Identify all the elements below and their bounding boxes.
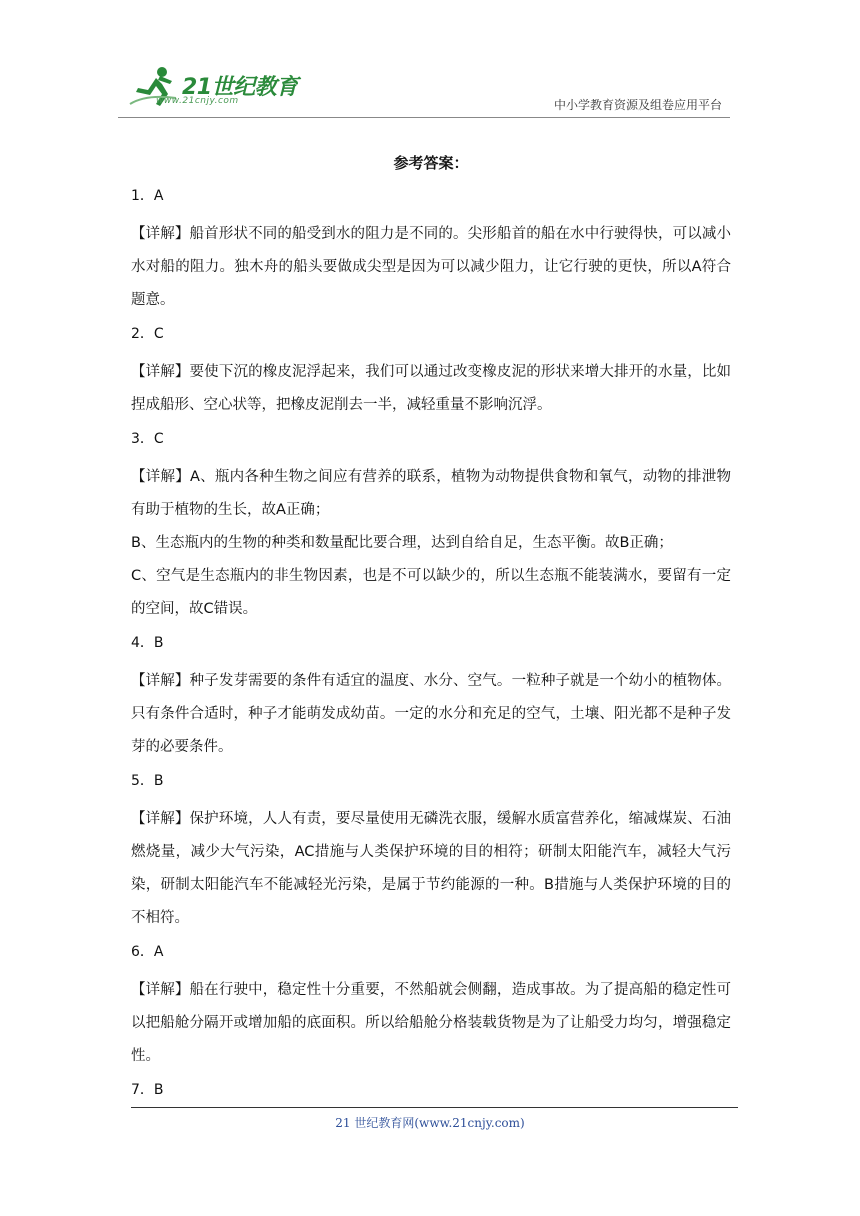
answer-item (131, 770, 731, 941)
header-divider (118, 117, 730, 118)
answer-explanation: 【详解】A、瓶内各种生物之间应有营养的联系，植物为动物提供食物和氧气，动物的排泄物有助于植物的生长，故A正确； (131, 469, 731, 518)
page-title: 参考答案： (393, 154, 469, 172)
answer-number: 1．A (131, 188, 164, 204)
answer-content (131, 152, 731, 1112)
page-header (118, 62, 730, 118)
logo-text: 21世纪教育 (182, 75, 298, 100)
answer-explanation: B、生态瓶内的生物的种类和数量配比要合理，达到自给自足，生态平衡。故B正确； (131, 535, 673, 551)
answer-number: 5．B (131, 773, 164, 789)
answer-number: 2．C (131, 326, 164, 342)
answer-item (131, 428, 731, 632)
answer-explanation: 【详解】保护环境，人人有责，要尽量使用无磷洗衣服，缓解水质富营养化，缩减煤炭、石油燃烧量，减少大气污染，AC措施与人类保护环境的目的相符；研制太阳能汽车，减轻大气污染，研制太阳能汽车不能减轻光污染，是属于节约能源的一种。B措施与人类保护环境的目的不相符。 (131, 811, 731, 926)
platform-label: 中小学教育资源及组卷应用平台 (553, 98, 722, 112)
answer-item (131, 632, 731, 770)
page-footer: 21 世纪教育网(www.21cnjy.com) (335, 1116, 525, 1130)
answer-explanation: 【详解】船在行驶中，稳定性十分重要，不然船就会侧翻，造成事故。为了提高船的稳定性可以把船舱分隔开或增加船的底面积。所以给船舱分格装载货物是为了让船受力均匀，增强稳定性。 (131, 982, 731, 1064)
answer-explanation: 【详解】要使下沉的橡皮泥浮起来，我们可以通过改变橡皮泥的形状来增大排开的水量，比如捏成船形、空心状等，把橡皮泥削去一半，减轻重量不影响沉浮。 (131, 364, 731, 413)
answer-item (131, 185, 731, 323)
site-logo (126, 64, 306, 116)
footer-divider (131, 1107, 738, 1108)
answer-number: 4．B (131, 635, 164, 651)
answer-explanation: C、空气是生态瓶内的非生物因素，也是不可以缺少的，所以生态瓶不能装满水，要留有一定的空间，故C错误。 (131, 568, 731, 617)
answer-item (131, 323, 731, 428)
answer-list (131, 185, 731, 1101)
answer-explanation: 【详解】船首形状不同的船受到水的阻力是不同的。尖形船首的船在水中行驶得快，可以减小水对船的阻力。独木舟的船头要做成尖型是因为可以减少阻力，让它行驶的更快，所以A符合题意。 (131, 226, 731, 308)
answer-number: 3．C (131, 431, 164, 447)
answer-explanation: 【详解】种子发芽需要的条件有适宜的温度、水分、空气。一粒种子就是一个幼小的植物体。只有条件合适时，种子才能萌发成幼苗。一定的水分和充足的空气，土壤、阳光都不是种子发芽的必要条件。 (131, 673, 731, 755)
answer-item (131, 1079, 731, 1101)
answer-number: 7．B (131, 1082, 164, 1098)
answer-item (131, 941, 731, 1079)
logo-url: www.21cnjy.com (156, 96, 239, 106)
answer-number: 6．A (131, 944, 164, 960)
